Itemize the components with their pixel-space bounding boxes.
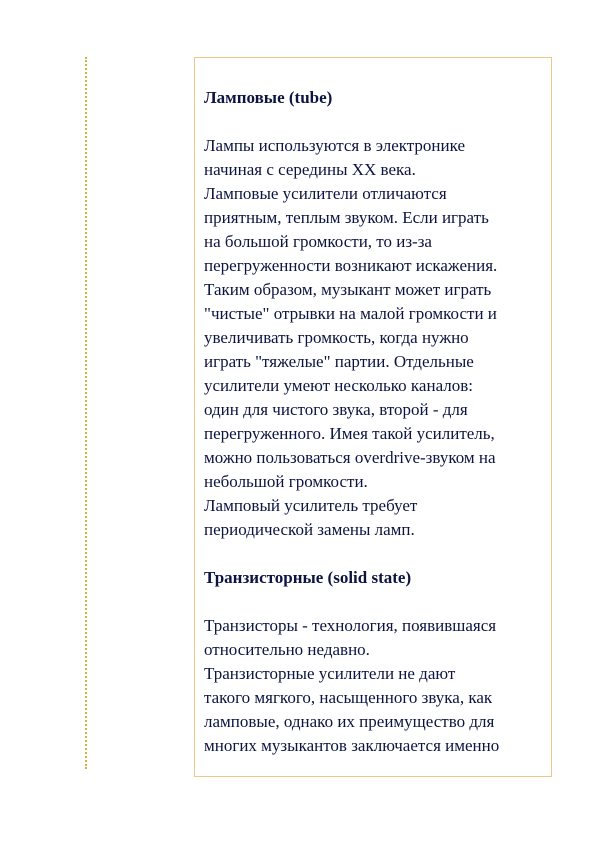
content-box [194,57,552,777]
paragraph: Ламповый усилитель требует периодической замены ламп. [204,496,418,539]
margin-rule [85,57,87,769]
section-solid-state [204,566,545,758]
section-heading: Транзисторные (solid state) [204,568,412,587]
paragraph: Ламповые усилители отличаются приятным, теплым звуком. Если играть на большой громкости, то из-за перегруженности возникают искажения. Таким образом, музыкант может играть "чистые" отрывки на малой громкости и увеличивать громкость, когда нужно играть "тяжелые" партии. Отдельные усилители умеют несколько каналов: один для чистого звука, второй - для перегруженного. Имея такой усилитель, можно пользоваться overdrive-звуком на небольшой громкости. [204,184,498,491]
section-heading: Ламповые (tube) [204,88,333,107]
section-tube [204,86,545,542]
paragraph: Транзисторные усилители не дают такого мягкого, насыщенного звука, как ламповые, однако их преимущество для многих музыкантов заключается именно [204,664,500,755]
paragraph: Лампы используются в электронике начиная с середины XX века. [204,136,465,179]
paragraph: Транзисторы - технология, появившаяся относительно недавно. [204,616,497,659]
